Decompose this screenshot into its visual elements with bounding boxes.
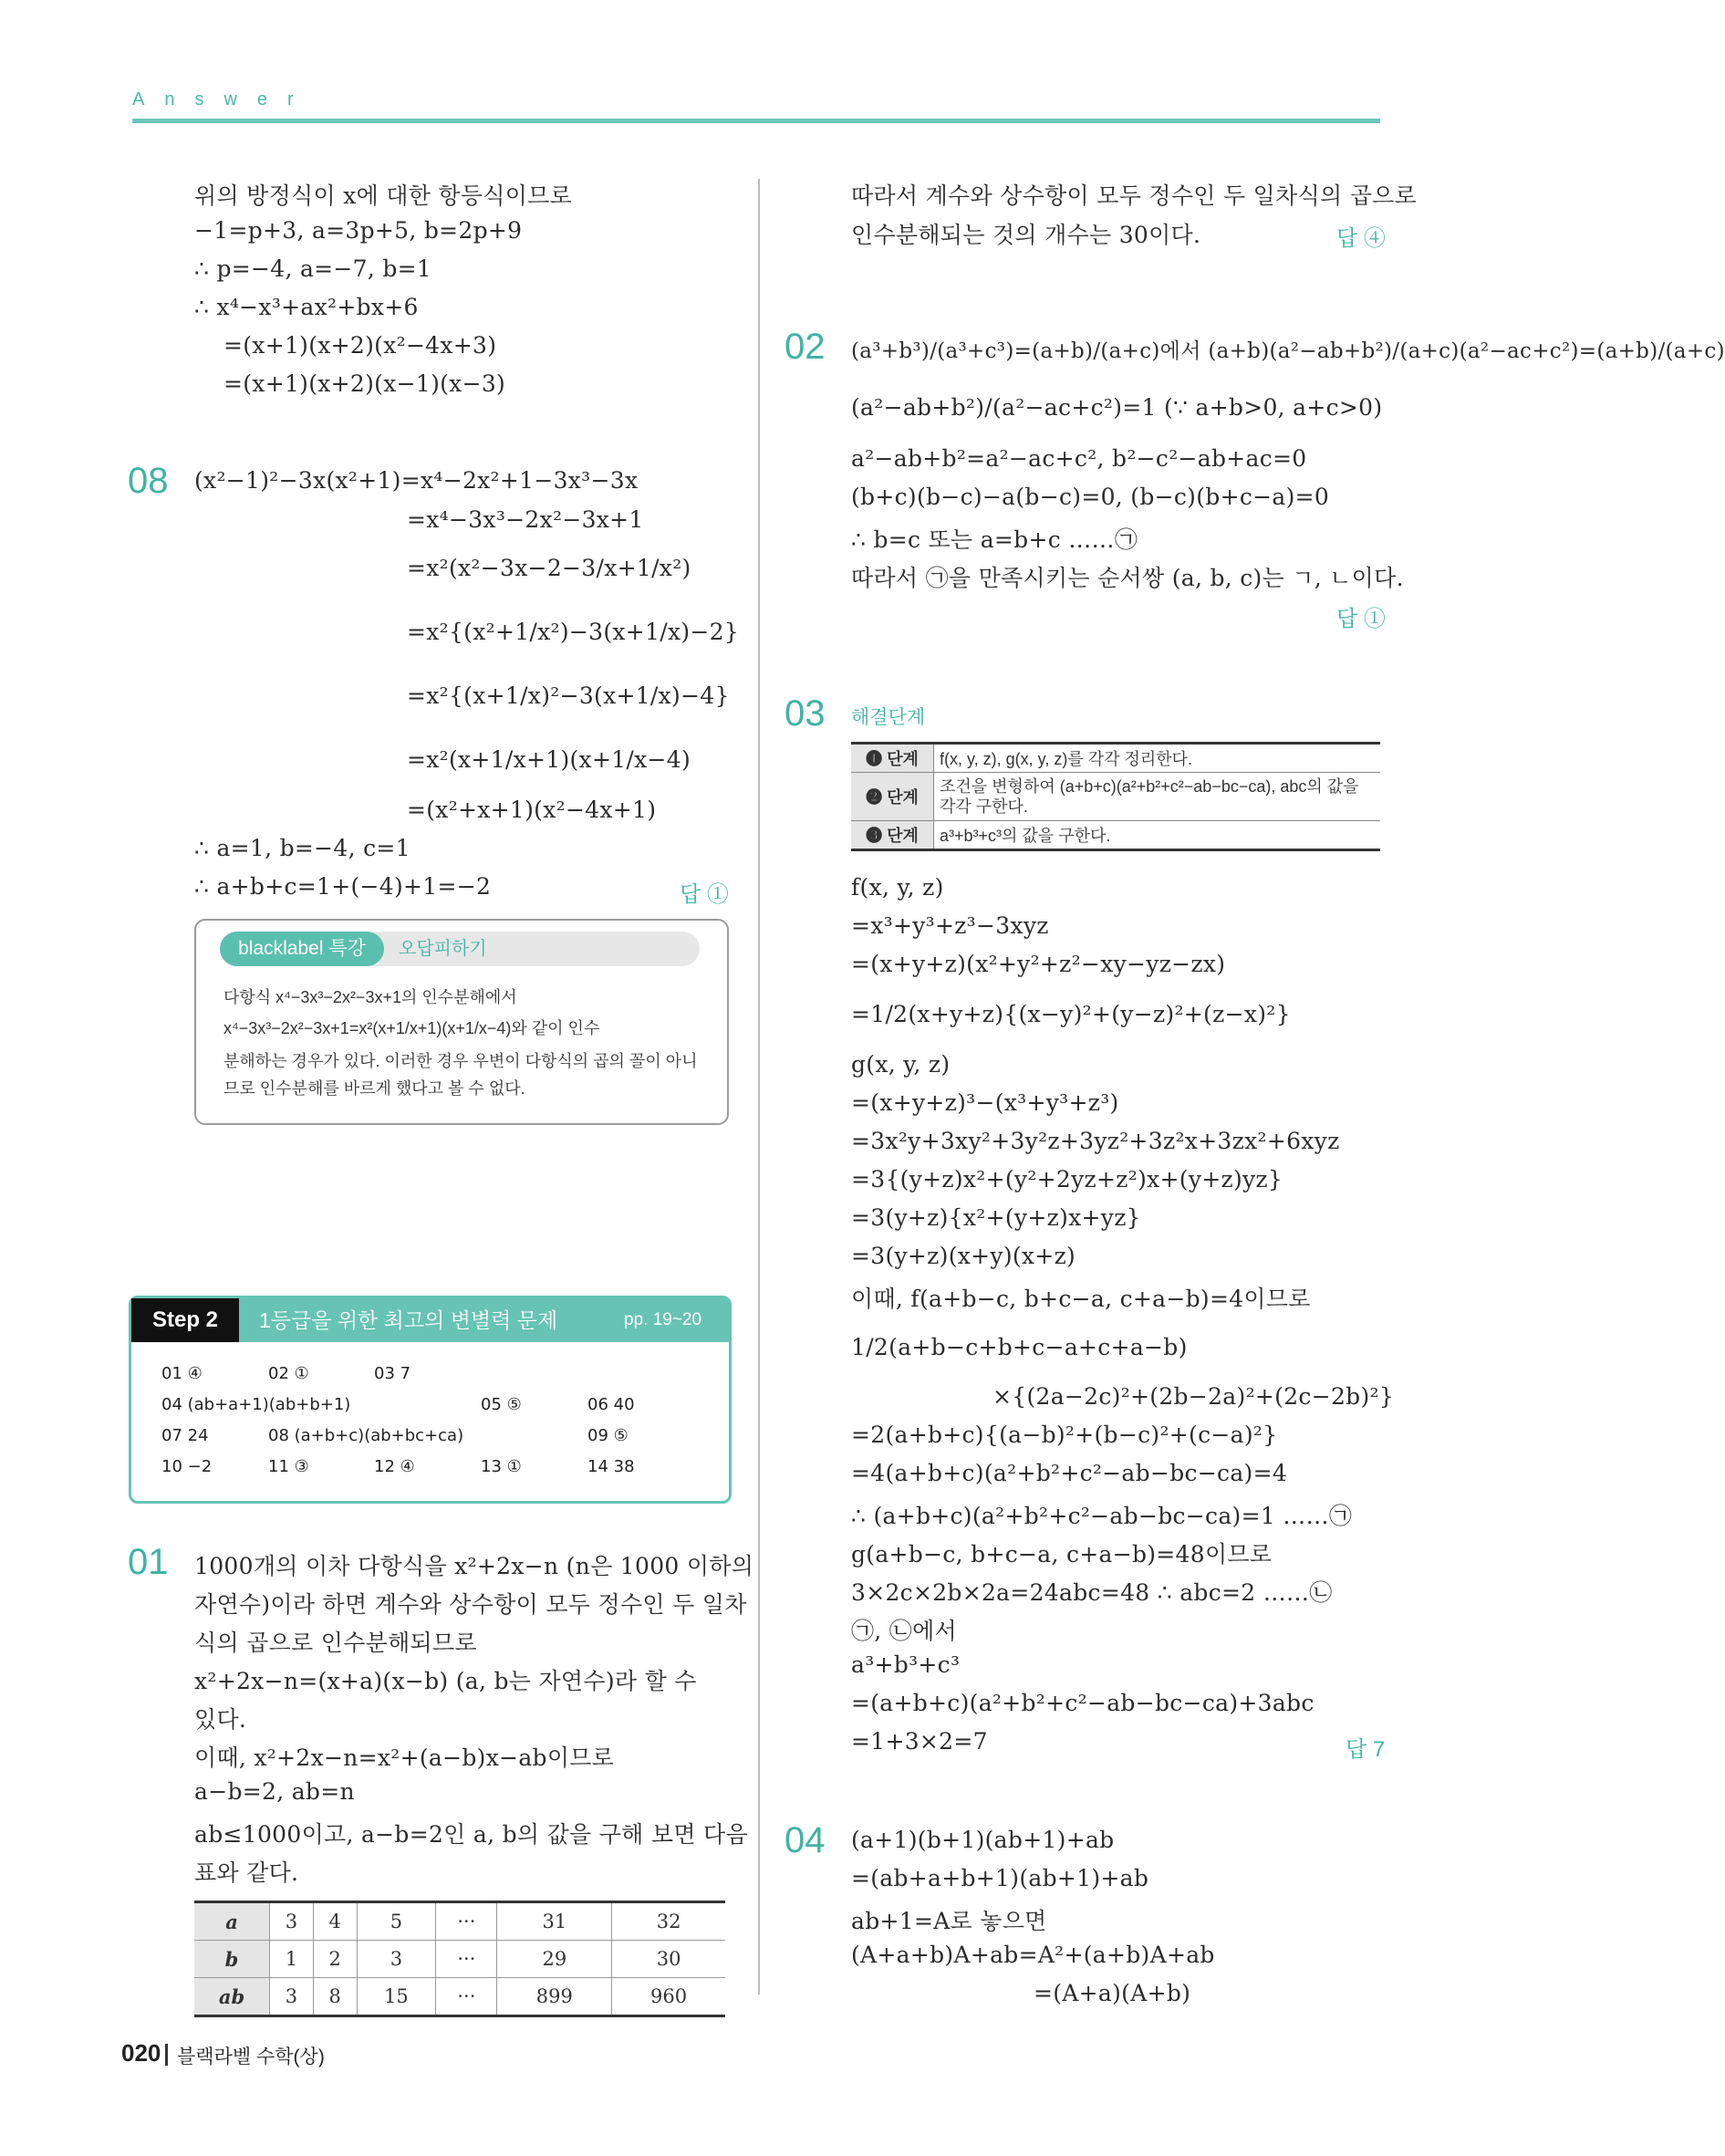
q01-line: 자연수)이라 하면 계수와 상수항이 모두 정수인 두 일차: [194, 1591, 747, 1618]
step2-answer-item: 10 −2: [161, 1457, 213, 1476]
q08-line: =x⁴−3x³−2x²−3x+1: [407, 506, 644, 533]
step2-pages: pp. 19~20: [624, 1310, 702, 1329]
table-row-head: ab: [194, 1978, 270, 2016]
q08-line: =x²{(x²+1/x²)−3(x+1/x)−2}: [407, 619, 740, 645]
table-row-head: a: [194, 1902, 270, 1941]
question-number-04: 04: [785, 1820, 826, 1860]
table-row: [851, 773, 1380, 821]
q04-line: ab+1=A로 놓으면: [851, 1908, 1047, 1934]
q03-line: =(a+b+c)(a²+b²+c²−ab−bc−ca)+3abc: [851, 1690, 1315, 1716]
table-row: [851, 744, 1380, 773]
q03-line: a³+b³+c³: [851, 1651, 961, 1678]
table-cell: ···: [436, 1978, 497, 2016]
step2-answer-item: 09 ⑤: [587, 1426, 629, 1445]
step2-header: [131, 1298, 729, 1342]
question-number-01: 01: [128, 1542, 169, 1582]
left-cont-line: =(x+1)(x+2)(x²−4x+3): [223, 332, 497, 359]
q02-line: ∴ b=c 또는 a=b+c ……㉠: [851, 526, 1138, 553]
left-cont-line: 위의 방정식이 x에 대한 항등식이므로: [194, 182, 573, 209]
q04-line: (a+1)(b+1)(ab+1)+ab: [851, 1827, 1115, 1853]
table-cell: 32: [612, 1902, 725, 1941]
q03-line: =3(y+z)(x+y)(x+z): [851, 1243, 1076, 1269]
table-cell: 899: [497, 1978, 612, 2016]
question-number-08: 08: [128, 461, 169, 501]
left-cont-line: ∴ p=−4, a=−7, b=1: [194, 255, 432, 282]
q02-line: a²−ab+b²=a²−ac+c², b²−c²−ab+ac=0: [851, 445, 1307, 472]
blacklabel-line: 분해하는 경우가 있다. 이러한 경우 우변이 다항식의 곱의 꼴이 아니: [223, 1052, 698, 1070]
q08-line: =x²(x²−3x−2−3/x+1/x²): [407, 555, 691, 581]
q08-line: =(x²+x+1)(x²−4x+1): [407, 797, 657, 823]
q03-line: 3×2c×2b×2a=24abc=48 ∴ abc=2 ……㉡: [851, 1579, 1333, 1606]
table-cell: 29: [497, 1941, 612, 1978]
table-cell: 3: [270, 1902, 314, 1941]
blacklabel-line: 므로 인수분해를 바르게 했다고 볼 수 없다.: [223, 1079, 525, 1098]
q03-line: =2(a+b+c){(a−b)²+(b−c)²+(c−a)²}: [851, 1422, 1278, 1448]
q01-line: 1000개의 이차 다항식을 x²+2x−n (n은 1000 이하의: [194, 1553, 754, 1579]
q08-line: =x²(x+1/x+1)(x+1/x−4): [407, 746, 691, 773]
q03-line: g(a+b−c, b+c−a, c+a−b)=48이므로: [851, 1541, 1273, 1568]
step2-answer-item: 08 (a+b+c)(ab+bc+ca): [268, 1426, 464, 1445]
q08-line: (x²−1)²−3x(x²+1)=x⁴−2x²+1−3x³−3x: [194, 467, 639, 494]
q03-line: =1+3×2=7: [851, 1728, 988, 1755]
header-rule: [132, 119, 1380, 123]
q01-line: 표와 같다.: [194, 1859, 299, 1886]
right-cont-line: 인수분해되는 것의 개수는 30이다.: [851, 222, 1201, 248]
step2-box: [129, 1296, 732, 1504]
step-text: f(x, y, z), g(x, y, z)를 각각 정리한다.: [934, 744, 1381, 773]
table-row: [194, 1902, 725, 1941]
table-cell: 31: [497, 1902, 612, 1941]
q03-answer: 답 7: [1346, 1737, 1386, 1762]
q03-line: 이때, f(a+b−c, b+c−a, c+a−b)=4이므로: [851, 1286, 1311, 1312]
q04-line: =(ab+a+b+1)(ab+1)+ab: [851, 1865, 1149, 1891]
step2-answer-item: 14 38: [587, 1457, 635, 1476]
q03-line: =(x+y+z)³−(x³+y³+z³): [851, 1089, 1119, 1116]
footer-divider: [165, 2044, 168, 2066]
blacklabel-title: 오답피하기: [399, 939, 487, 959]
table-row: [194, 1941, 725, 1978]
step2-answer-item: 11 ③: [268, 1457, 309, 1476]
step-cell: ❸ 단계: [851, 821, 934, 850]
step2-answer-item: 01 ④: [161, 1364, 203, 1383]
q03-line: ×{(2a−2c)²+(2b−2a)²+(2c−2b)²}: [992, 1383, 1395, 1410]
table-row: [194, 1978, 725, 2016]
q02-line: (a³+b³)/(a³+c³)=(a+b)/(a+c)에서 (a+b)(a²−ab+b²)/(a+c)(a²−ac+c²)=(a+b)/(a+c): [851, 339, 1725, 363]
q03-steps-table: [851, 742, 1380, 851]
q01-line: 식의 곱으로 인수분해되므로: [194, 1630, 477, 1656]
step2-answer-item: 02 ①: [268, 1364, 309, 1383]
left-cont-line: −1=p+3, a=3p+5, b=2p+9: [194, 217, 523, 244]
q03-line: =x³+y³+z³−3xyz: [851, 912, 1049, 939]
q03-line: =4(a+b+c)(a²+b²+c²−ab−bc−ca)=4: [851, 1460, 1288, 1486]
q03-line: =3x²y+3xy²+3y²z+3yz²+3z²x+3zx²+6xyz: [851, 1128, 1340, 1154]
table-cell: 15: [357, 1978, 436, 2016]
q01-line: a−b=2, ab=n: [194, 1778, 355, 1805]
q08-answer: 답 ①: [680, 882, 729, 907]
blacklabel-tag: blacklabel 특강: [220, 932, 384, 966]
blacklabel-box: [194, 919, 729, 1125]
step2-answer-item: 06 40: [587, 1395, 635, 1414]
table-cell: 8: [313, 1978, 357, 2016]
table-cell: ···: [436, 1902, 497, 1941]
step2-answer-item: 12 ④: [374, 1457, 415, 1476]
table-cell: 4: [313, 1902, 357, 1941]
table-cell: ···: [436, 1941, 497, 1978]
step2-answer-item: 03 7: [374, 1364, 411, 1383]
cont-answer: 답 ④: [1336, 226, 1386, 251]
q03-line: =(x+y+z)(x²+y²+z²−xy−yz−zx): [851, 951, 1226, 977]
q03-line: 1/2(a+b−c+b+c−a+c+a−b): [851, 1334, 1188, 1360]
q02-line: (b+c)(b−c)−a(b−c)=0, (b−c)(b+c−a)=0: [851, 484, 1330, 510]
step2-title: 1등급을 위한 최고의 변별력 문제: [259, 1308, 558, 1332]
table-cell: 3: [270, 1978, 314, 2016]
book-title: 블랙라벨 수학(상): [177, 2047, 325, 2067]
q03-line: =1/2(x+y+z){(x−y)²+(y−z)²+(z−x)²}: [851, 1001, 1291, 1027]
table-cell: 1: [270, 1941, 314, 1978]
table-cell: 960: [612, 1978, 725, 2016]
step2-answer-item: 13 ①: [481, 1457, 522, 1476]
table-cell: 2: [313, 1941, 357, 1978]
step-cell: ❷ 단계: [851, 773, 934, 821]
step-text: 조건을 변형하여 (a+b+c)(a²+b²+c²−ab−bc−ca), abc의 값을 각각 구한다.: [934, 773, 1381, 821]
left-cont-line: ∴ x⁴−x³+ax²+bx+6: [194, 294, 419, 320]
q03-line: ∴ (a+b+c)(a²+b²+c²−ab−bc−ca)=1 ……㉠: [851, 1503, 1353, 1529]
q01-line: 있다.: [194, 1706, 247, 1733]
q03-line: f(x, y, z): [851, 874, 944, 901]
q02-line: 따라서 ㉠을 만족시키는 순서쌍 (a, b, c)는 ㄱ, ㄴ이다.: [851, 565, 1404, 591]
table-row-head: b: [194, 1941, 270, 1978]
step2-label: Step 2: [131, 1298, 239, 1342]
q03-line: ㉠, ㉡에서: [851, 1618, 957, 1644]
step2-answer-item: 07 24: [161, 1426, 209, 1445]
q08-line: ∴ a=1, b=−4, c=1: [194, 835, 410, 861]
blacklabel-line: 다항식 x⁴−3x³−2x²−3x+1의 인수분해에서: [223, 988, 517, 1006]
step2-answer-item: 05 ⑤: [481, 1395, 522, 1414]
step-cell: ❶ 단계: [851, 744, 934, 773]
q01-line: 이때, x²+2x−n=x²+(a−b)x−ab이므로: [194, 1745, 615, 1771]
question-number-03: 03: [785, 693, 826, 734]
q01-table: [194, 1901, 725, 2017]
q02-answer: 답 ①: [1336, 607, 1386, 631]
page-number: 020: [121, 2039, 161, 2067]
step-text: a³+b³+c³의 값을 구한다.: [934, 821, 1381, 850]
blacklabel-line: x⁴−3x³−2x²−3x+1=x²(x+1/x+1)(x+1/x−4)와 같이 인수: [223, 1019, 600, 1037]
q03-heading: 해결단계: [851, 707, 926, 728]
q02-line: (a²−ab+b²)/(a²−ac+c²)=1 (∵ a+b>0, a+c>0): [851, 394, 1383, 421]
column-divider: [758, 179, 760, 1995]
step2-answer-item: 04 (ab+a+1)(ab+b+1): [161, 1395, 351, 1414]
q08-line: ∴ a+b+c=1+(−4)+1=−2: [194, 873, 492, 900]
table-cell: 5: [357, 1902, 436, 1941]
header-label: Answer: [132, 89, 314, 109]
q03-line: g(x, y, z): [851, 1051, 951, 1078]
left-cont-line: =(x+1)(x+2)(x−1)(x−3): [223, 370, 506, 397]
q03-line: =3(y+z){x²+(y+z)x+yz}: [851, 1204, 1141, 1231]
q08-line: =x²{(x+1/x)²−3(x+1/x)−4}: [407, 682, 730, 709]
table-row: [851, 821, 1380, 850]
table-cell: 30: [612, 1941, 725, 1978]
q01-line: x²+2x−n=(x+a)(x−b) (a, b는 자연수)라 할 수: [194, 1668, 697, 1694]
right-cont-line: 따라서 계수와 상수항이 모두 정수인 두 일차식의 곱으로: [851, 182, 1418, 209]
q01-line: ab≤1000이고, a−b=2인 a, b의 값을 구해 보면 다음: [194, 1821, 748, 1848]
q04-line: (A+a+b)A+ab=A²+(a+b)A+ab: [851, 1942, 1215, 1968]
question-number-02: 02: [785, 327, 826, 367]
q04-line: =(A+a)(A+b): [1034, 1980, 1191, 2006]
q03-line: =3{(y+z)x²+(y²+2yz+z²)x+(y+z)yz}: [851, 1166, 1283, 1193]
blacklabel-header: [220, 932, 700, 966]
table-cell: 3: [357, 1941, 436, 1978]
